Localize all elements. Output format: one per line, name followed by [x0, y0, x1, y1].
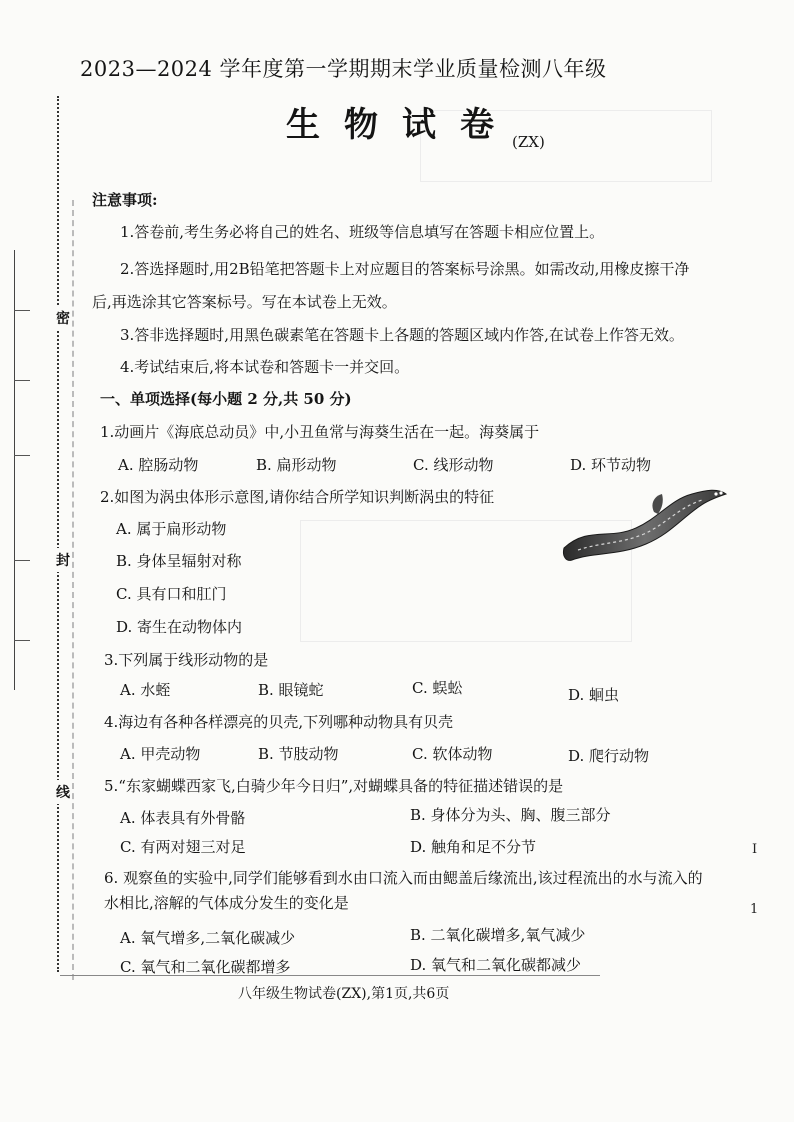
seal-dotted-line — [57, 96, 59, 972]
seal-char-xian: 线 — [56, 780, 70, 804]
option: C. 氧气和二氧化碳都增多 — [120, 958, 291, 976]
notice-item: 2.答选择题时,用2B铅笔把答题卡上对应题目的答案标号涂黑。如需改动,用橡皮擦干净 — [120, 260, 690, 278]
option: D. 寄生在动物体内 — [116, 618, 243, 636]
question-stem-continued: 水相比,溶解的气体成分发生的变化是 — [104, 894, 349, 912]
option: A. 甲壳动物 — [120, 745, 201, 763]
question-stem: 5.“东家蝴蝶西家飞,白骑少年今日归”,对蝴蝶具备的特征描述错误的是 — [104, 777, 564, 795]
option: C. 软体动物 — [412, 745, 493, 763]
notice-item: 3.答非选择题时,用黑色碳素笔在答题卡上各题的答题区域内作答,在试卷上作答无效。 — [120, 326, 684, 344]
option: C. 线形动物 — [413, 456, 494, 474]
seal-char-feng: 封 — [56, 548, 70, 572]
exam-title-line: 2023—2024 学年度第一学期期末学业质量检测八年级 — [80, 57, 607, 81]
option: C. 有两对翅三对足 — [120, 838, 246, 856]
binding-line — [14, 250, 15, 690]
option: A. 属于扁形动物 — [116, 520, 227, 538]
planarian-figure — [558, 482, 733, 567]
margin-mark: 1 — [750, 902, 759, 917]
option: B. 节肢动物 — [258, 745, 339, 763]
question-stem: 3.下列属于线形动物的是 — [104, 651, 269, 669]
option: D. 氧气和二氧化碳都减少 — [410, 956, 582, 974]
option: A. 腔肠动物 — [118, 456, 199, 474]
title-code: (ZX) — [512, 133, 545, 151]
option: A. 水蛭 — [120, 681, 171, 699]
notice-item: 4.考试结束后,将本试卷和答题卡一并交回。 — [120, 358, 410, 376]
notice-item: 后,再选涂其它答案标号。写在本试卷上无效。 — [92, 293, 397, 311]
seal-dashed-line — [72, 200, 74, 980]
notice-heading: 注意事项: — [92, 191, 158, 209]
option: B. 二氧化碳增多,氧气减少 — [410, 926, 586, 944]
section-title: 一、单项选择(每小题 2 分,共 50 分) — [100, 390, 352, 408]
question-stem: 2.如图为涡虫体形示意图,请你结合所学知识判断涡虫的特征 — [100, 488, 495, 506]
option: B. 扁形动物 — [256, 456, 337, 474]
question-stem: 4.海边有各种各样漂亮的贝壳,下列哪种动物具有贝壳 — [104, 713, 454, 731]
option: D. 爬行动物 — [568, 747, 650, 765]
question-stem: 1.动画片《海底总动员》中,小丑鱼常与海葵生活在一起。海葵属于 — [100, 423, 540, 441]
option: A. 氧气增多,二氧化碳减少 — [120, 929, 296, 947]
binding-tick — [14, 380, 30, 381]
option: C. 具有口和肛门 — [116, 585, 227, 603]
page-title: 生物试卷 — [286, 105, 518, 145]
option: A. 体表具有外骨骼 — [120, 809, 246, 827]
option: B. 身体分为头、胸、腹三部分 — [410, 806, 611, 824]
option: D. 环节动物 — [570, 456, 652, 474]
option: C. 蜈蚣 — [412, 679, 463, 697]
footer-rule — [60, 975, 600, 976]
option: D. 触角和足不分节 — [410, 838, 537, 856]
option: D. 蛔虫 — [568, 686, 620, 704]
margin-mark: I — [752, 842, 758, 857]
binding-tick — [14, 560, 30, 561]
seal-char-mi: 密 — [56, 306, 70, 330]
option: B. 身体呈辐射对称 — [116, 552, 242, 570]
option: B. 眼镜蛇 — [258, 681, 324, 699]
binding-tick — [14, 310, 30, 311]
page-footer: 八年级生物试卷(ZX),第1页,共6页 — [238, 986, 450, 1002]
binding-tick — [14, 455, 30, 456]
binding-tick — [14, 640, 30, 641]
question-stem: 6. 观察鱼的实验中,同学们能够看到水由口流入而由鳃盖后缘流出,该过程流出的水与流入的 — [104, 869, 703, 887]
notice-item: 1.答卷前,考生务必将自己的姓名、班级等信息填写在答题卡相应位置上。 — [120, 223, 605, 241]
